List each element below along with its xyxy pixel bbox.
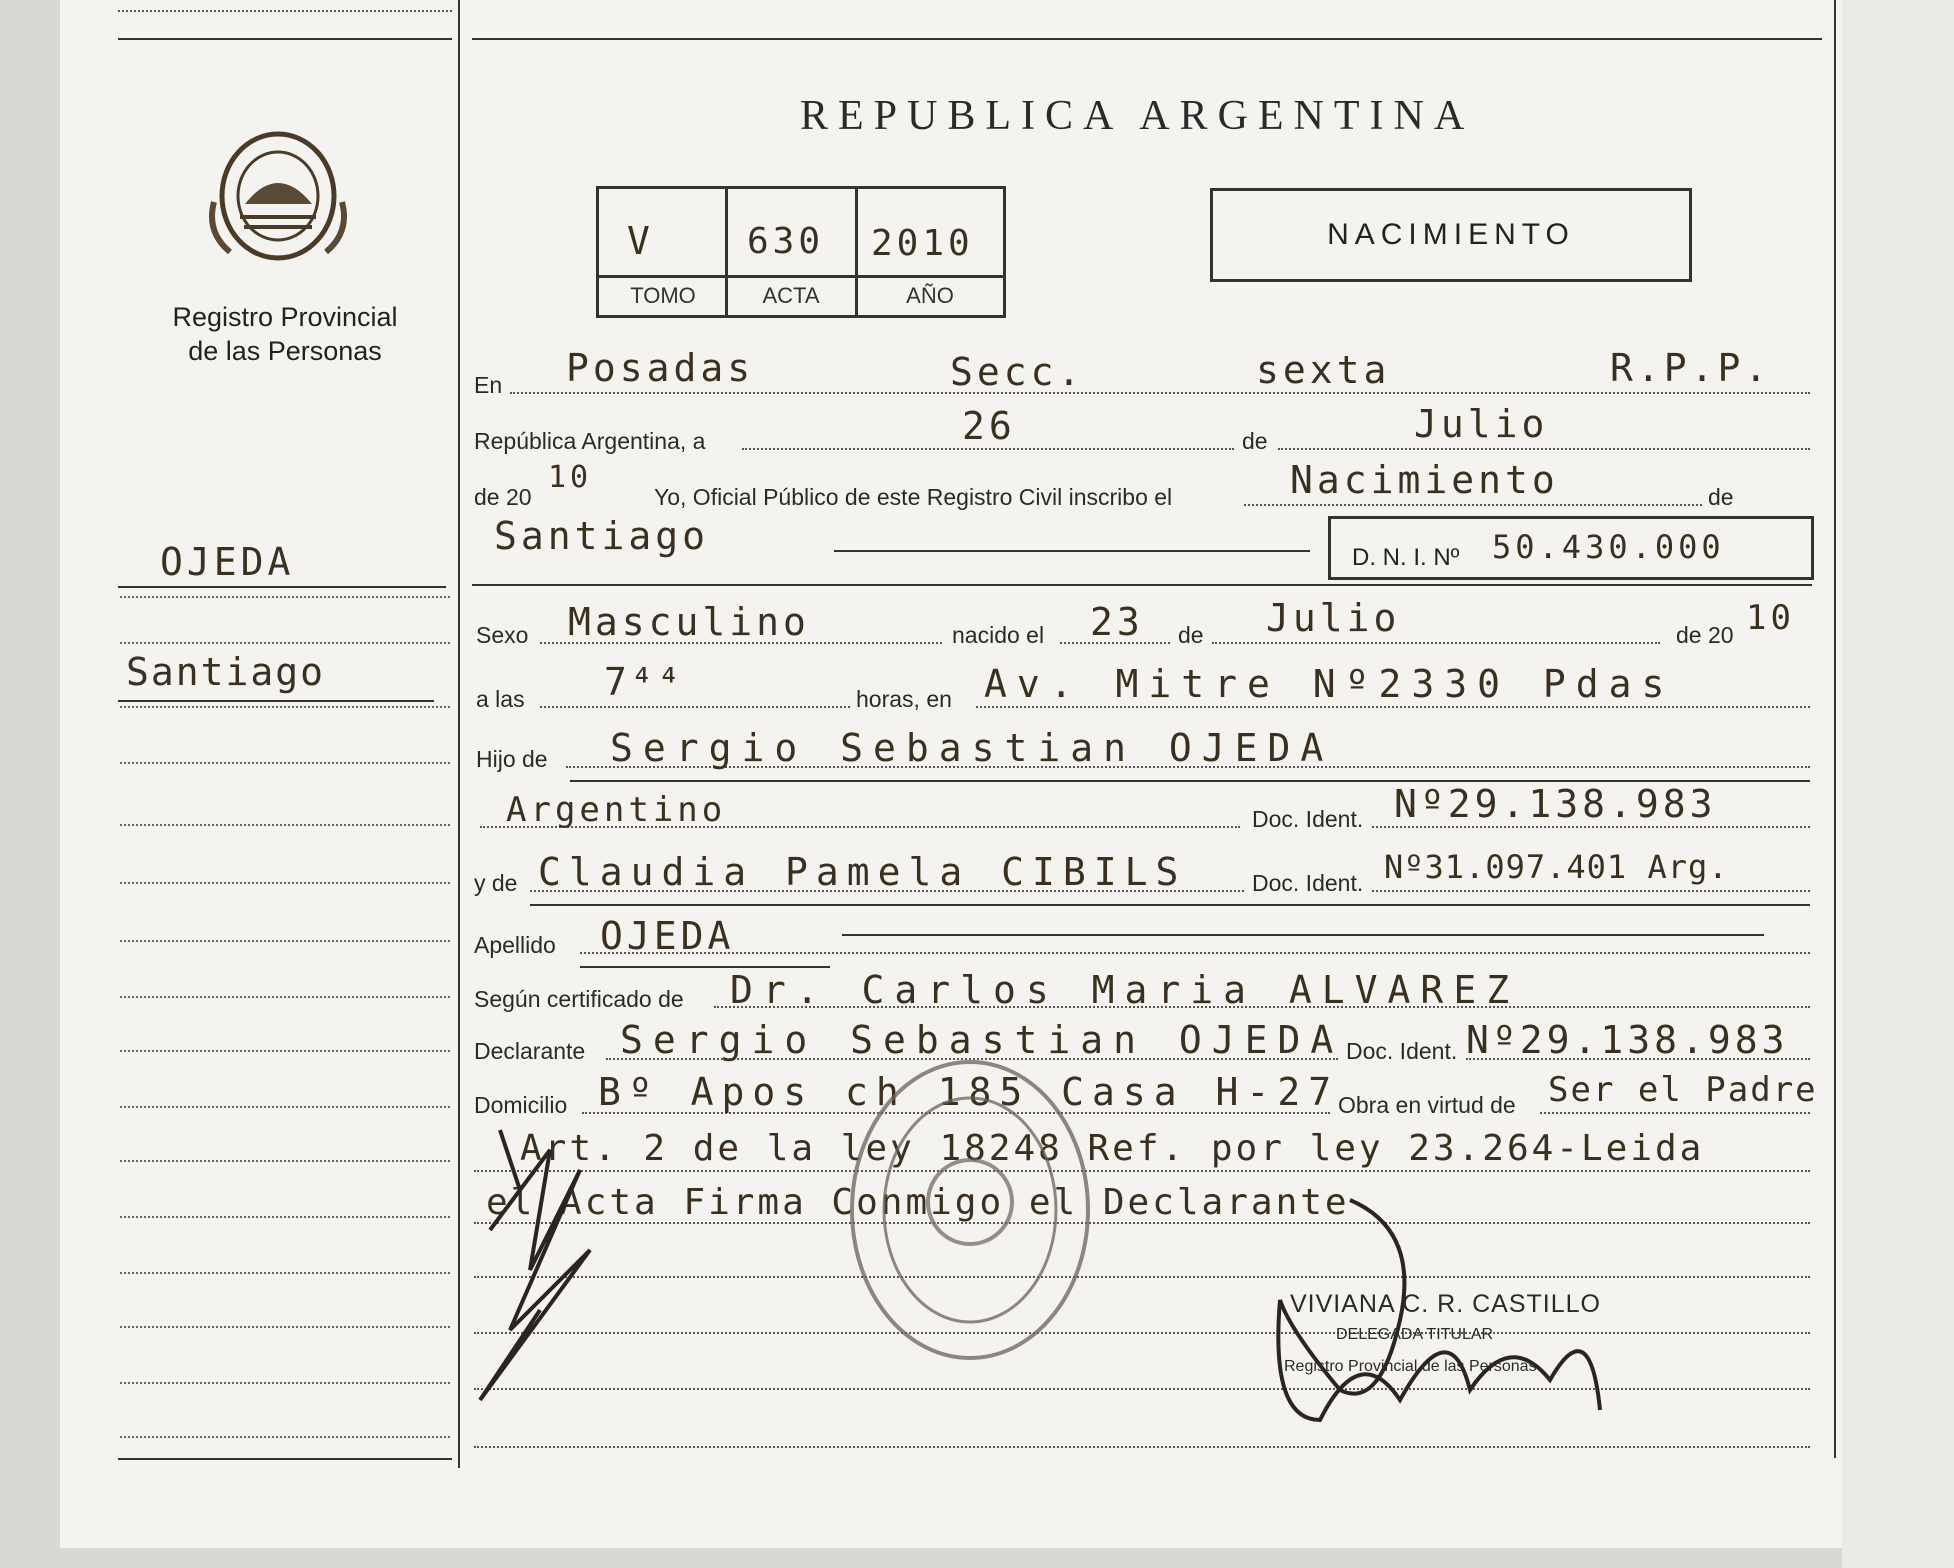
declarant: Sergio Sebastian OJEDA: [620, 1018, 1344, 1062]
de-label2: de: [1708, 484, 1734, 510]
sexo-label: Sexo: [476, 622, 529, 648]
margin-line: [120, 1106, 450, 1108]
line-3: [1244, 504, 1702, 506]
margin-line: [120, 1326, 450, 1328]
dni-value: 50.430.000: [1492, 528, 1725, 566]
note-line2: el Acta Firma Conmigo el Declarante: [486, 1182, 1350, 1223]
margin-line: [120, 596, 450, 598]
acta-value: 630: [747, 221, 825, 262]
birth-month: Julio: [1266, 596, 1401, 640]
mother-doc: Nº31.097.401 Arg.: [1384, 848, 1729, 886]
org-line2: de las Personas: [188, 336, 382, 366]
year-suffix: 10: [548, 460, 593, 495]
margin-rule: [118, 586, 446, 588]
declarant-doc: Nº29.138.983: [1466, 1018, 1789, 1062]
child-name: Santiago: [494, 514, 710, 558]
top-rule-left: [118, 38, 452, 40]
yo-text: Yo, Oficial Público de este Registro Civil inscribo el: [654, 484, 1173, 510]
en-label: En: [474, 372, 503, 398]
document-type: NACIMIENTO: [1210, 188, 1692, 282]
de-label: de: [1242, 428, 1268, 454]
doc-label3: Doc. Ident.: [1346, 1038, 1458, 1064]
margin-line: [120, 882, 450, 884]
place: Posadas: [566, 346, 755, 390]
alas-label: a las: [476, 686, 525, 712]
margin-line: [120, 1216, 450, 1218]
paper-shadow: [1842, 0, 1954, 1568]
margin-rule: [118, 700, 434, 702]
birth-year-suffix: 10: [1746, 598, 1795, 638]
official-stamp: [840, 1050, 1100, 1370]
margin-line: [120, 1272, 450, 1274]
margin-line: [120, 642, 450, 644]
yde-label: y de: [474, 870, 518, 896]
birth-day: 23: [1090, 600, 1144, 644]
line-9: [580, 952, 1810, 954]
acta-label: ACTA: [762, 283, 820, 308]
note-line1: Art. 2 de la ley 18248 Ref. por ley 23.264-Leida: [520, 1128, 1705, 1169]
margin-bottom-rule: [118, 1458, 452, 1460]
margin-line: [120, 1050, 450, 1052]
margin-line: [120, 940, 450, 942]
surname-dash: [842, 934, 1764, 936]
margin-line: [120, 996, 450, 998]
birth-place: Av. Mitre Nº2330 Pdas: [984, 662, 1675, 706]
dni-label: D. N. I. Nº: [1352, 544, 1460, 571]
country-title: REPUBLICA ARGENTINA: [800, 93, 1475, 139]
line-2b: [1278, 448, 1810, 450]
nacido-label: nacido el: [952, 622, 1045, 648]
doc-label2: Doc. Ident.: [1252, 870, 1364, 896]
act-type: Nacimiento: [1290, 458, 1559, 502]
birth-year-prefix: de 20: [1676, 622, 1734, 648]
margin-line: [120, 824, 450, 826]
father: Sergio Sebastian OJEDA: [610, 726, 1334, 770]
de-label3: de: [1178, 622, 1204, 648]
month: Julio: [1414, 402, 1549, 446]
official-org: Registro Provincial de las Personas: [1284, 1358, 1537, 1375]
anio-label: AÑO: [906, 283, 954, 308]
secc-handwritten: Secc.: [950, 350, 1085, 394]
line-8b: [1372, 890, 1810, 892]
top-rule-right: [472, 38, 1822, 40]
margin-divider: [458, 0, 460, 1468]
virtue: Ser el Padre: [1548, 1070, 1818, 1110]
anio-value: 2010: [871, 223, 974, 264]
mother: Claudia Pamela CIBILS: [538, 850, 1187, 894]
official-title: DELEGADA TITULAR: [1336, 1326, 1494, 1343]
margin-given-name: Santiago: [126, 650, 326, 694]
line-1: [510, 392, 1810, 394]
section: sexta: [1256, 348, 1391, 392]
year-prefix: de 20: [474, 484, 532, 510]
line-5a: [540, 706, 850, 708]
day: 26: [962, 404, 1016, 448]
line-13: [474, 1170, 1810, 1172]
declarant-signature: [470, 1110, 630, 1410]
doctor: Dr. Carlos Maria ALVAREZ: [730, 968, 1520, 1012]
margin-surname: OJEDA: [160, 540, 295, 584]
address: Bº Apos ch 185 Casa H-27: [598, 1070, 1340, 1114]
margin-line: [120, 762, 450, 764]
line-12b: [1540, 1112, 1810, 1114]
certificado-label: Según certificado de: [474, 986, 684, 1012]
name-dash: [834, 550, 1310, 552]
apellido-label: Apellido: [474, 932, 556, 958]
sex: Masculino: [568, 600, 810, 644]
father-doc: Nº29.138.983: [1394, 782, 1717, 826]
margin-line: [120, 1160, 450, 1162]
republic-label: República Argentina, a: [474, 428, 706, 454]
horas-label: horas, en: [856, 686, 952, 712]
obra-label: Obra en virtud de: [1338, 1092, 1516, 1118]
father-nationality: Argentino: [506, 790, 727, 830]
margin-line: [120, 1436, 450, 1438]
surname: OJEDA: [600, 914, 735, 958]
section-rule-3: [530, 904, 1810, 906]
hijo-label: Hijo de: [476, 746, 548, 772]
tomo-label: TOMO: [630, 283, 696, 308]
margin-line: [120, 1382, 450, 1384]
registry-org-name: [150, 300, 420, 368]
right-border: [1834, 0, 1836, 1458]
section-rule-1: [472, 584, 1812, 586]
org-line1: Registro Provincial: [172, 302, 398, 332]
birth-time: 7⁴⁴: [604, 660, 685, 704]
margin-line: [120, 706, 450, 708]
tomo-value: V: [627, 219, 654, 263]
registry-box: [596, 186, 1006, 318]
declarante-label: Declarante: [474, 1038, 586, 1064]
provincial-seal-misiones-icon: [200, 122, 360, 272]
line-18: [474, 1446, 1810, 1448]
line-4c: [1212, 642, 1660, 644]
registry-box-rule: [599, 275, 1003, 278]
line-2a: [742, 448, 1234, 450]
line-7b: [1372, 826, 1810, 828]
line-5b: [976, 706, 1810, 708]
office: R.P.P.: [1610, 346, 1772, 390]
doc-label: Doc. Ident.: [1252, 806, 1364, 832]
official-name: VIVIANA C. R. CASTILLO: [1290, 1290, 1601, 1318]
domicilio-label: Domicilio: [474, 1092, 568, 1118]
top-dotted-line: [118, 10, 452, 12]
